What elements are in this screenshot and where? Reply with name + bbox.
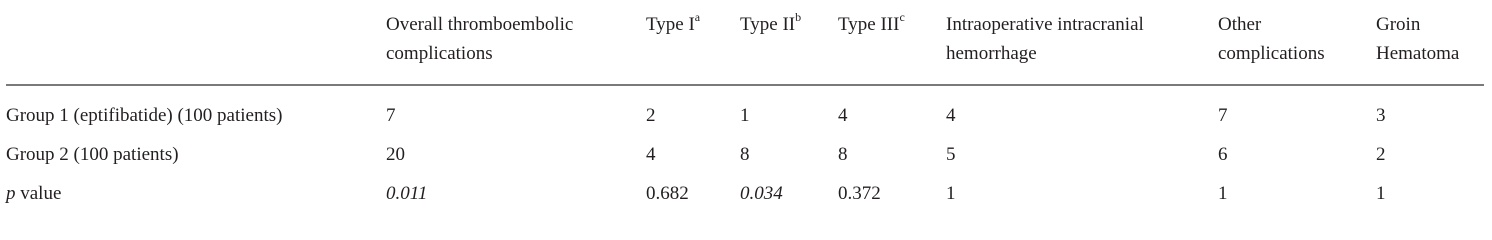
header-type-3-footnote: c xyxy=(899,9,905,24)
cell-p-groin: 1 xyxy=(1376,183,1386,204)
p-symbol: p xyxy=(6,183,16,204)
cell-p-type2: 0.034 xyxy=(740,183,783,204)
cell-group2-other: 6 xyxy=(1218,144,1228,165)
header-ich-line2: hemorrhage xyxy=(946,43,1037,64)
header-intracranial-hemorrhage xyxy=(946,10,1144,68)
header-overall-thromboembolic xyxy=(386,10,573,68)
header-overall-line1: Overall thromboembolic xyxy=(386,14,574,35)
header-ich-line1: Intraoperative intracranial xyxy=(946,14,1144,35)
header-type-1-footnote: a xyxy=(694,9,701,24)
cell-group2-type2: 8 xyxy=(740,144,750,165)
header-type-2-footnote: b xyxy=(795,9,802,24)
header-groin-line2: Hematoma xyxy=(1376,43,1460,64)
header-groin-hematoma xyxy=(1376,10,1459,68)
cell-group2-overall: 20 xyxy=(386,144,405,165)
row-label-group-2: Group 2 (100 patients) xyxy=(6,144,179,165)
header-type-2 xyxy=(740,10,801,39)
p-value-label-rest: value xyxy=(15,183,62,204)
cell-p-type3: 0.372 xyxy=(838,183,881,204)
cell-group1-groin: 3 xyxy=(1376,105,1386,126)
cell-group1-type3: 4 xyxy=(838,105,848,126)
header-type-1-label: Type I xyxy=(646,14,695,35)
header-other-complications xyxy=(1218,10,1325,68)
header-groin-line1: Groin xyxy=(1376,14,1421,35)
cell-p-type1: 0.682 xyxy=(646,183,689,204)
header-type-3 xyxy=(838,10,905,39)
header-type-1 xyxy=(646,10,700,39)
cell-group2-ich: 5 xyxy=(946,144,956,165)
header-type-2-label: Type II xyxy=(740,14,796,35)
cell-group1-other: 7 xyxy=(1218,105,1228,126)
header-type-3-label: Type III xyxy=(838,14,900,35)
header-overall-line2: complications xyxy=(386,43,493,64)
cell-group1-overall: 7 xyxy=(386,105,396,126)
row-label-group-1: Group 1 (eptifibatide) (100 patients) xyxy=(6,105,283,126)
header-other-line1: Other xyxy=(1218,14,1262,35)
header-divider xyxy=(6,84,1484,86)
cell-group2-type1: 4 xyxy=(646,144,656,165)
cell-group1-type1: 2 xyxy=(646,105,656,126)
cell-group1-ich: 4 xyxy=(946,105,956,126)
cell-p-overall: 0.011 xyxy=(386,183,428,204)
header-other-line2: complications xyxy=(1218,43,1325,64)
cell-p-ich: 1 xyxy=(946,183,956,204)
cell-group1-type2: 1 xyxy=(740,105,750,126)
cell-group2-groin: 2 xyxy=(1376,144,1386,165)
cell-group2-type3: 8 xyxy=(838,144,848,165)
row-label-p-value xyxy=(6,179,61,208)
cell-p-other: 1 xyxy=(1218,183,1228,204)
